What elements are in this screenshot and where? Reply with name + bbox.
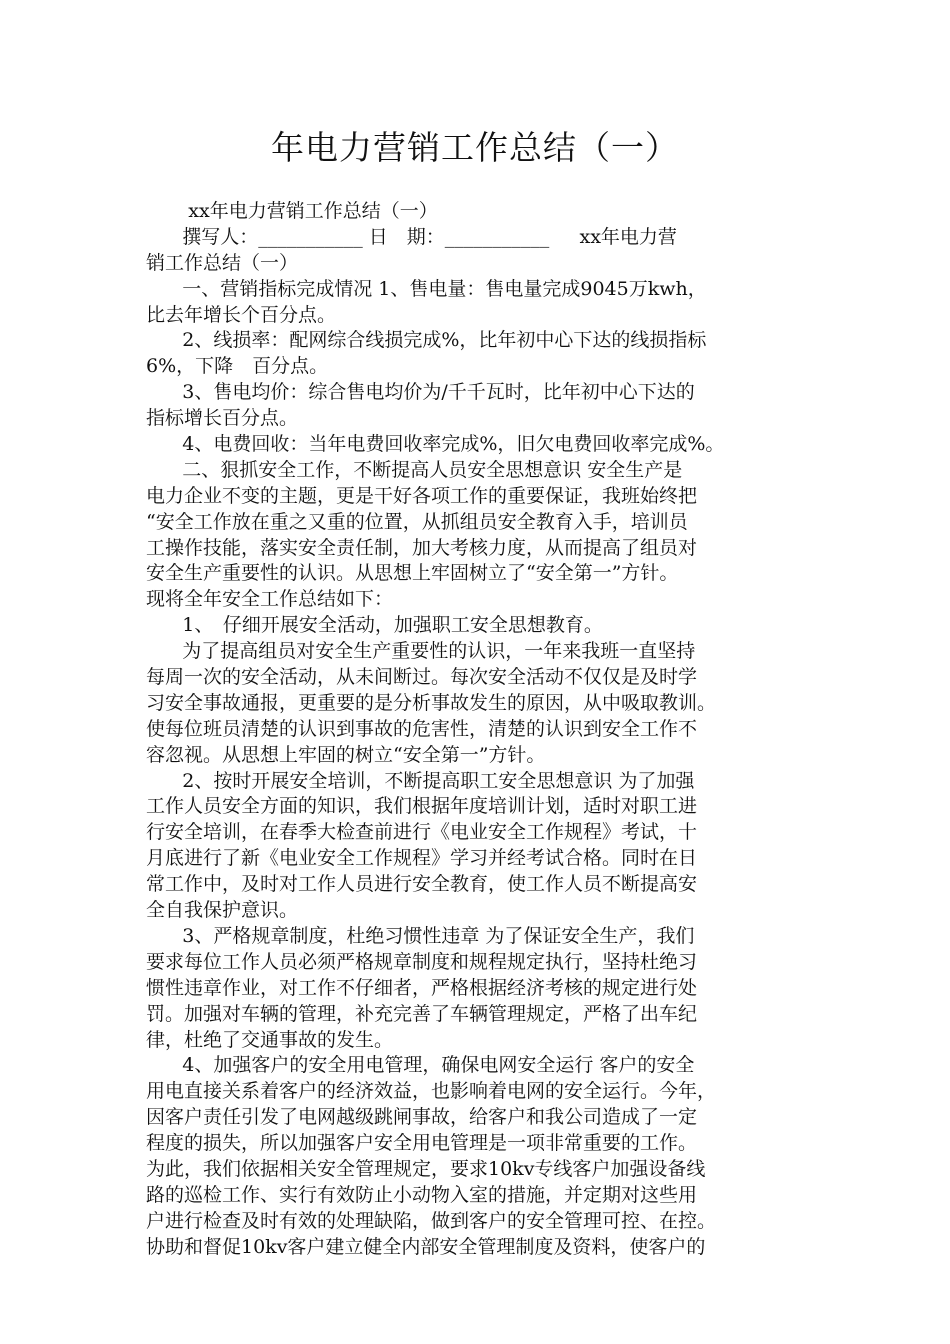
text-line: 二、狠抓安全工作，不断提高人员安全思想意识 安全生产是 [146,458,683,481]
text-line: 路的巡检工作、实行有效防止小动物入室的措施，并定期对这些用 [146,1183,698,1206]
text-line: 6%，下降 百分点。 [146,355,329,378]
text-line: 户进行检查及时有效的处理缺陷，做到客户的安全管理可控、在控。 [146,1209,717,1232]
text-line: 3、售电均价：综合售电均价为/千千瓦时，比年初中心下达的 [146,381,695,404]
text-line: 比去年增长个百分点。 [146,303,337,326]
text-line: 销工作总结（一） [146,251,299,274]
text-line: 要求每位工作人员必须严格规章制度和规程规定执行，坚持杜绝习 [146,950,698,973]
text-line: 4、电费回收：当年电费回收率完成%，旧欠电费回收率完成%。 [146,433,725,456]
text-line: 行安全培训，在春季大检查前进行《电业安全工作规程》考试，十 [146,821,698,844]
text-line: 现将全年安全工作总结如下： [146,588,394,611]
text-line: 惯性违章作业，对工作不仔细者，严格根据经济考核的规定进行处 [146,976,698,999]
text-line: 1、 仔细开展安全活动，加强职工安全思想教育。 [146,614,603,637]
text-line: 全自我保护意识。 [146,899,299,922]
text-line: 4、加强客户的安全用电管理，确保电网安全运行 客户的安全 [146,1054,695,1077]
text-line: 3、严格规章制度，杜绝习惯性违章 为了保证安全生产，我们 [146,924,695,947]
text-line: 一、营销指标完成情况 1、售电量：售电量完成9045万kwh， [146,277,707,300]
text-line: 工作人员安全方面的知识，我们根据年度培训计划，适时对职工进 [146,795,698,818]
text-line: 使每位班员清楚的认识到事故的危害性，清楚的认识到安全工作不 [146,717,698,740]
text-line: 用电直接关系着客户的经济效益，也影响着电网的安全运行。今年， [146,1080,717,1103]
text-line: 罚。加强对车辆的管理，补充完善了车辆管理规定，严格了出车纪 [146,1002,698,1025]
text-line: 习安全事故通报，更重要的是分析事故发生的原因，从中吸取教训。 [146,691,717,714]
document-body [146,199,809,1261]
text-line: 电力企业不变的主题，更是干好各项工作的重要保证，我班始终把 [146,484,698,507]
text-line: 安全生产重要性的认识。从思想上牢固树立了“安全第一”方针。 [146,562,679,585]
text-line: “安全工作放在重之又重的位置，从抓组员安全教育入手，培训员 [146,510,688,533]
document-title: 年电力营销工作总结（一） [271,128,679,167]
text-line: 为此，我们依据相关安全管理规定，要求10kv专线客户加强设备线 [146,1157,706,1180]
text-line: 律，杜绝了交通事故的发生。 [146,1028,394,1051]
text-line: 程度的损失，所以加强客户安全用电管理是一项非常重要的工作。 [146,1132,698,1155]
text-line: 指标增长百分点。 [146,407,299,430]
text-line: xx年电力营销工作总结（一） [146,200,438,222]
text-line: 工操作技能，落实安全责任制，加大考核力度，从而提高了组员对 [146,536,698,559]
text-line: 容忽视。从思想上牢固的树立“安全第一”方针。 [146,743,546,766]
text-line: 常工作中，及时对工作人员进行安全教育，使工作人员不断提高安 [146,873,698,896]
text-line: 每周一次的安全活动，从未间断过。每次安全活动不仅仅是及时学 [146,666,698,689]
text-line: 月底进行了新《电业安全工作规程》学习并经考试合格。同时在日 [146,847,698,870]
text-line: 撰写人：___________ 日 期：___________ xx年电力营 [146,225,677,248]
text-line: 因客户责任引发了电网越级跳闸事故，给客户和我公司造成了一定 [146,1106,698,1129]
text-line: 2、线损率：配网综合线损完成%，比年初中心下达的线损指标 [146,329,707,352]
text-line: 为了提高组员对安全生产重要性的认识，一年来我班一直坚持 [146,640,696,663]
text-line: 2、按时开展安全培训，不断提高职工安全思想意识 为了加强 [146,769,695,792]
text-line: 协助和督促10kv客户建立健全内部安全管理制度及资料，使客户的 [146,1235,706,1258]
